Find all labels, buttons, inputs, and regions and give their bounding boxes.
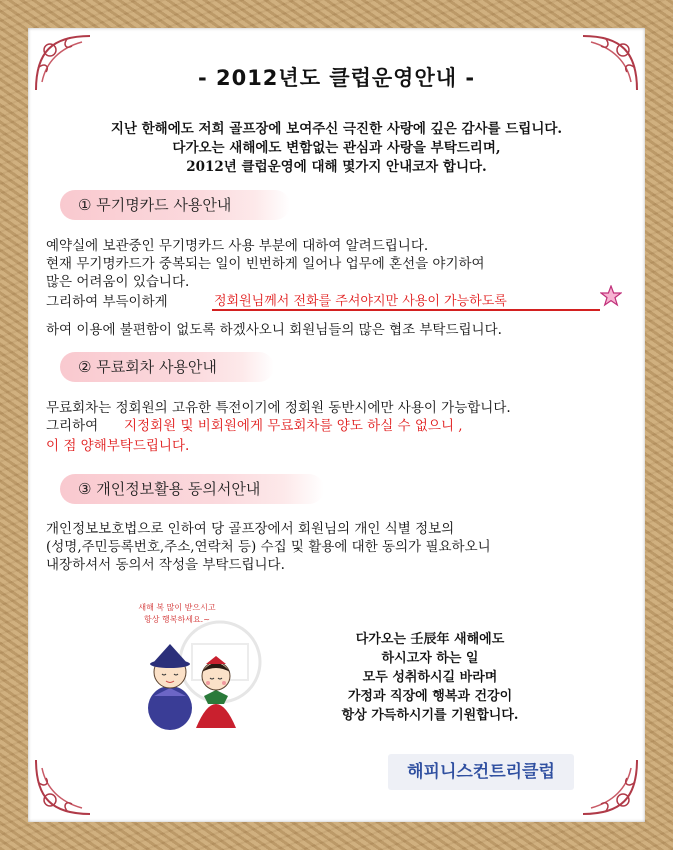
greeting-line: 다가오는 壬辰年 새해에도 — [355, 632, 505, 647]
corner-ornament-icon — [579, 756, 641, 818]
star-icon — [600, 285, 622, 307]
page-title: - 2012년도 클럽운영안내 - — [197, 66, 476, 90]
section-heading-privacy-consent: ③ 개인정보활용 동의서안내 — [60, 474, 324, 504]
intro-line: 2012년 클럽운영에 대해 몇가지 안내코자 합니다. — [186, 159, 487, 175]
body-line: 하여 이용에 불편함이 없도록 하겠사오니 회원님들의 많은 협조 부탁드립니다. — [46, 322, 502, 338]
section-heading-free-round: ② 무료회차 사용안내 — [60, 352, 274, 382]
section-heading-card-usage: ① 무기명카드 사용안내 — [60, 190, 290, 220]
body-line: 개인정보보호법으로 인하여 당 골프장에서 회원님의 개인 식별 정보의 — [46, 521, 455, 537]
new-year-illustration — [112, 600, 272, 730]
body-line: 내장하셔서 동의서 작성을 부탁드립니다. — [46, 557, 285, 573]
highlight-text: 지정회원 및 비회원에게 무료회차를 양도 하실 수 없으니 , — [124, 418, 463, 434]
greeting-line: 모두 성취하시길 바라며 — [362, 670, 498, 685]
corner-ornament-icon — [32, 756, 94, 818]
greeting-line: 항상 가득하시기를 기원합니다. — [341, 708, 519, 723]
body-line-prefix: 그리하여 — [46, 418, 99, 434]
greeting-line: 하시고자 하는 일 — [381, 651, 479, 666]
intro-line: 지난 한해에도 저희 골프장에 보여주신 극진한 사랑에 깊은 감사를 드립니다. — [110, 121, 563, 137]
body-line: 예약실에 보관중인 무기명카드 사용 부분에 대하여 알려드립니다. — [46, 238, 429, 254]
body-line: (성명,주민등록번호,주소,연락처 등) 수집 및 활용에 대한 동의가 필요하오니 — [46, 539, 491, 555]
body-line: 무료회차는 정회원의 고유한 특전이기에 정회원 동반시에만 사용이 가능합니다. — [46, 400, 511, 416]
highlight-text: 정회원님께서 전화를 주셔야지만 사용이 가능하도록 — [214, 294, 507, 309]
club-logo: 해피니스컨트리클럽 — [388, 754, 574, 790]
greeting-bubble-line: 항상 행복하세요.~ — [144, 615, 210, 624]
body-line: 현재 무기명카드가 중복되는 일이 빈번하게 일어나 업무에 혼선을 야기하여 — [46, 256, 485, 272]
greeting-bubble-line: 새해 복 많이 받으시고 — [138, 603, 216, 612]
highlight-text: 이 점 양해부탁드립니다. — [46, 438, 190, 454]
body-line-prefix: 그리하여 부득이하게 — [46, 294, 168, 310]
body-line: 많은 어려움이 있습니다. — [46, 274, 190, 290]
greeting-line: 가정과 직장에 행복과 건강이 — [347, 689, 513, 704]
highlight-underline — [212, 309, 600, 311]
intro-line: 다가오는 새해에도 변함없는 관심과 사랑을 부탁드리며, — [172, 140, 501, 156]
